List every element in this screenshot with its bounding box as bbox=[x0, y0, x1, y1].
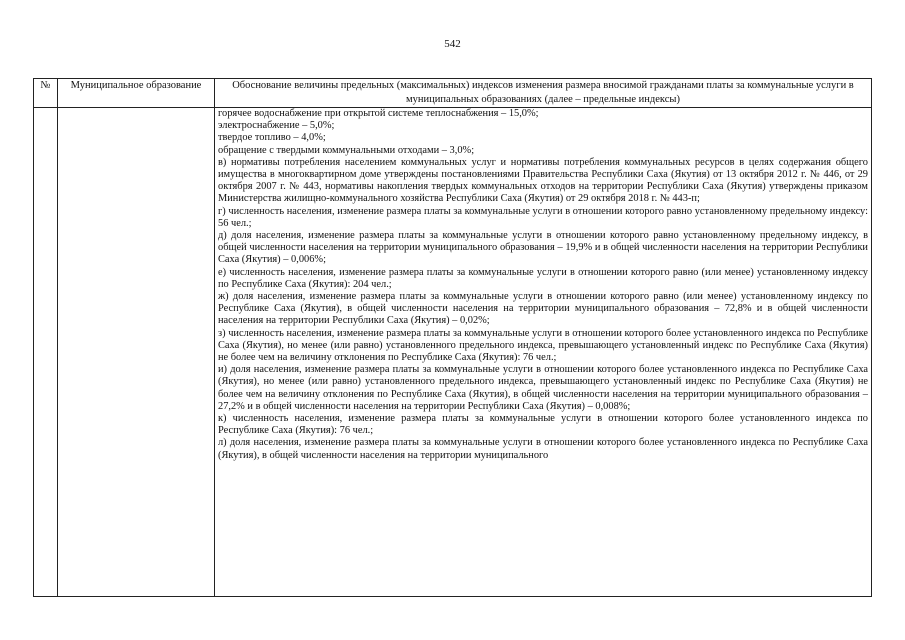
paragraph: г) численность населения, изменение размера платы за коммунальные услуги в отношении которого равно установленному предельному индексу: 56 чел.; bbox=[218, 205, 868, 229]
justification-table bbox=[33, 78, 872, 597]
table-row bbox=[34, 108, 872, 597]
paragraph: д) доля населения, изменение размера платы за коммунальные услуги в отношении которого равно установленному предельному индексу, в общей численности населения на территории муниципального образования – 19,9% и в общей численности населения на территории Республики Саха (Якутия) – 0,006%; bbox=[218, 230, 868, 266]
header-municipality: Муниципальное образование bbox=[58, 79, 215, 108]
paragraph: твердое топливо – 4,0%; bbox=[218, 132, 326, 144]
paragraph: горячее водоснабжение при открытой системе теплоснабжения – 15,0%; bbox=[218, 108, 539, 119]
table-header-row bbox=[34, 79, 872, 108]
paragraph: и) доля населения, изменение размера платы за коммунальные услуги в отношении которого более установленного индекса по Республике Саха (Якутия), но менее (или равно) установленного предельного индекса, превышающего установленный индекс по Республике Саха (Якутия) не более чем на величину отклонения по Республике Саха (Якутия), в общей численности населения на территории муниципального образования – 27,2% и в общей численности населения на территории Республики Саха (Якутия) – 0,008%; bbox=[218, 364, 868, 412]
paragraph: ж) доля населения, изменение размера платы за коммунальные услуги в отношении которого равно (или менее) установленному индексу по Республике Саха (Якутия), в общей численности населения на территории муниципального образования – 72,8% и в общей численности населения на территории Республики Саха (Якутия) – 0,02%; bbox=[218, 291, 868, 327]
row-municipality-cell bbox=[58, 108, 215, 597]
paragraph: з) численность населения, изменение размера платы за коммунальные услуги в отношении которого более установленного индекса по Республике Саха (Якутия), но менее (или равно) установленного предельного индекса, превышающего установленный индекс по Республике Саха (Якутия) не более чем на величину отклонения по Республике Саха (Якутия): 76 чел.; bbox=[218, 327, 868, 364]
paragraph: л) доля населения, изменение размера платы за коммунальные услуги в отношении которого более установленного индекса по Республике Саха (Якутия), в общей численности населения на территории муниципального bbox=[218, 437, 868, 461]
page-number: 542 bbox=[444, 38, 461, 50]
paragraph: обращение с твердыми коммунальными отходами – 3,0%; bbox=[218, 144, 475, 156]
paragraph: е) численность населения, изменение размера платы за коммунальные услуги в отношении которого равно (или менее) установленному индексу по Республике Саха (Якутия): 204 чел.; bbox=[218, 266, 868, 290]
paragraph: электроснабжение – 5,0%; bbox=[218, 120, 335, 132]
row-number-cell bbox=[34, 108, 58, 597]
paragraph: к) численность населения, изменение размера платы за коммунальные услуги в отношении которого более установленного индекса по Республике Саха (Якутия): 76 чел.; bbox=[218, 413, 868, 437]
justification-text bbox=[215, 108, 871, 596]
paragraph: в) нормативы потребления населением коммунальных услуг и нормативы потребления коммунальных ресурсов в целях содержания общего имущества в многоквартирном доме утверждены постановлениями Правительства Республики Саха (Якутия) от 13 октября 2012 г. № 446, от 29 октября 2007 г. № 443, нормативы накопления твердых коммунальных отходов на территории Республики Саха (Якутия) утверждены приказом Министерства жилищно-коммунального хозяйства Республики Саха (Якутия) от 29 октября 2018 г. № 443-п; bbox=[218, 156, 868, 205]
row-justification-cell bbox=[215, 108, 872, 597]
header-justification: Обоснование величины предельных (максимальных) индексов изменения размера вносимой гражданами платы за коммунальные услуги в муниципальных образованиях (далее – предельные индексы) bbox=[215, 79, 872, 108]
header-number: № bbox=[34, 79, 58, 108]
